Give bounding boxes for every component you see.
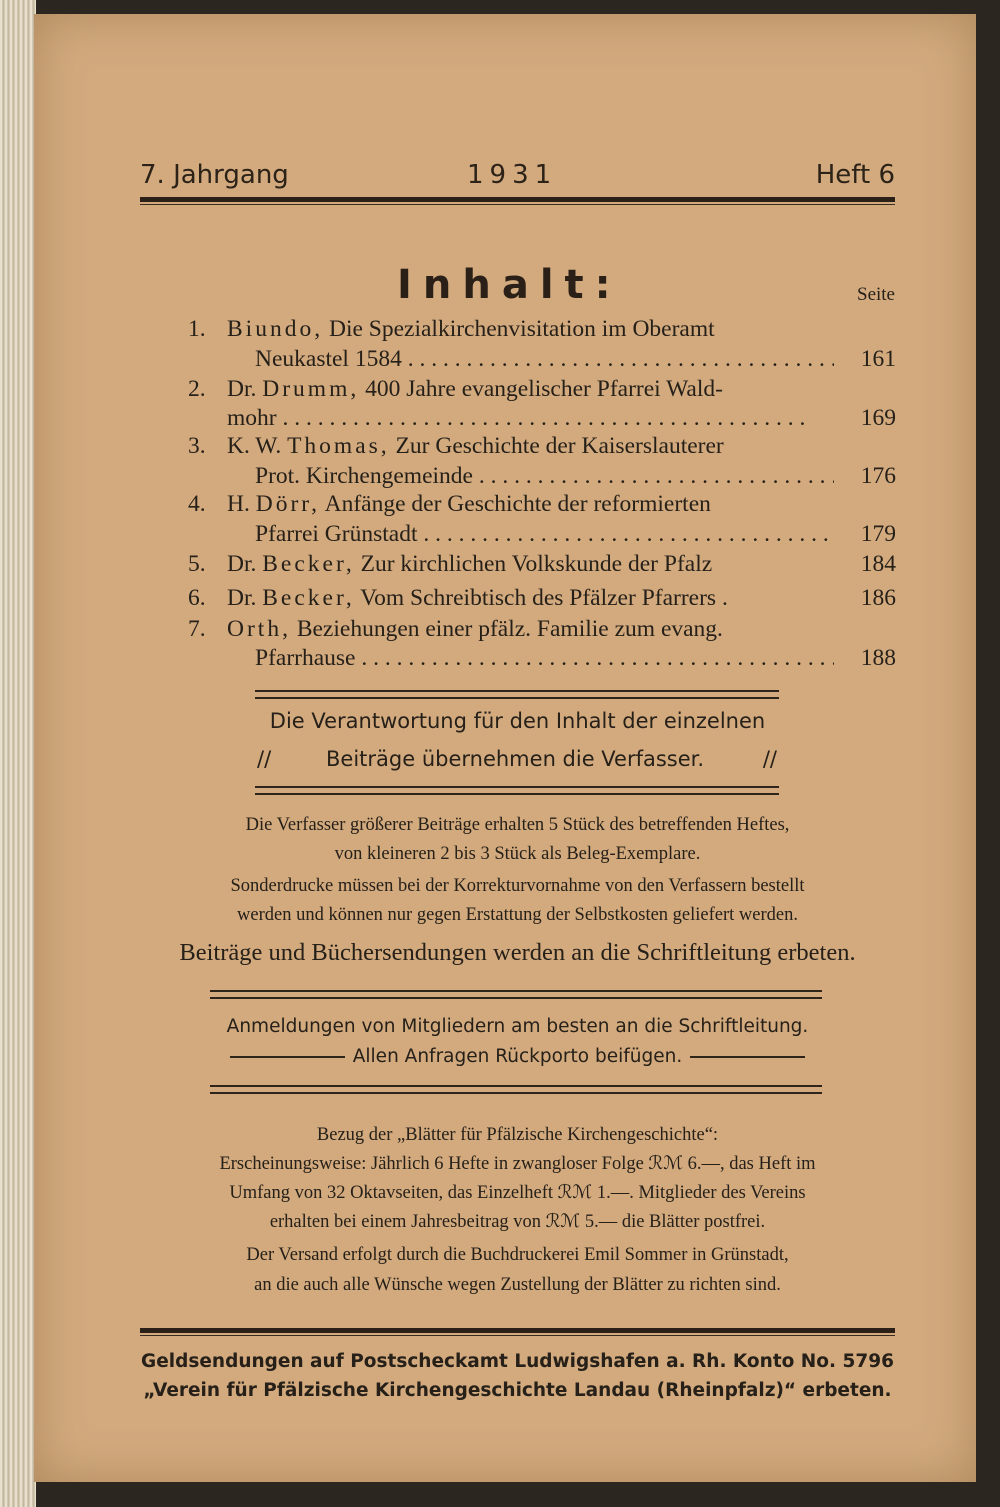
- toc-author: Becker,: [262, 585, 355, 611]
- toc-author: Becker,: [262, 551, 355, 577]
- footer-rule: [140, 1328, 895, 1333]
- toc-entry-5: 5. Dr. Becker, Zur kirchlichen Volkskunde der Pfalz 184: [188, 551, 896, 577]
- book-edge: [0, 0, 36, 1507]
- toc-entry-3: 3. K. W. Thomas, Zur Geschichte der Kaiserslauterer: [188, 433, 724, 459]
- slash-mark: //: [257, 747, 272, 771]
- toc-page-number: 184: [860, 551, 896, 577]
- author-copies-line-1: Die Verfasser größerer Beiträge erhalten 5 Stück des betreffenden Heftes,: [245, 815, 790, 835]
- toc-entry-7-cont: Pfarrhause . . . 188: [188, 643, 896, 673]
- subscription-line-3: Umfang von 32 Oktavseiten, das Einzelheft ℛℳ 1.—. Mitglieder des Vereins: [229, 1183, 806, 1203]
- double-rule: [255, 690, 779, 699]
- page-header: [140, 160, 895, 194]
- submissions-line: Beiträge und Büchersendungen werden an die Schriftleitung erbeten.: [179, 939, 856, 966]
- toc-page-number: 169: [860, 405, 896, 431]
- page-column-label: Seite: [857, 284, 895, 305]
- issue-label: Heft 6: [815, 160, 895, 190]
- toc-author: Orth,: [227, 616, 291, 642]
- year-label: 1931: [467, 160, 558, 190]
- postage-line: Allen Anfragen Rückporto beifügen.: [140, 1046, 895, 1067]
- payment-line-2: „Verein für Pfälzische Kirchengeschichte Landau (Rheinpfalz)“ erbeten.: [143, 1380, 892, 1401]
- toc-page-number: 179: [860, 521, 896, 547]
- double-rule: [210, 990, 822, 999]
- payment-line-1: Geldsendungen auf Postscheckamt Ludwigshafen a. Rh. Konto No. 5796: [141, 1351, 894, 1372]
- slash-mark: //: [762, 747, 777, 771]
- offprint-line-1: Sonderdrucke müssen bei der Korrekturvornahme von den Verfassern bestellt: [230, 876, 805, 896]
- toc-entry-2-cont: mohr . . . 169: [188, 403, 896, 433]
- volume-label: 7. Jahrgang: [140, 160, 289, 190]
- dash-rule: [690, 1056, 805, 1058]
- toc-entry-3-cont: Prot. Kirchengemeinde . . . 176: [188, 461, 896, 491]
- toc-entry-6: 6. Dr. Becker, Vom Schreibtisch des Pfälzer Pfarrers . 186: [188, 585, 896, 611]
- toc-page-number: 186: [860, 585, 896, 611]
- subscription-line-1: Bezug der „Blätter für Pfälzische Kirchengeschichte“:: [316, 1125, 719, 1145]
- toc-author: Drumm,: [262, 376, 360, 402]
- toc-author: Thomas,: [287, 433, 390, 459]
- double-rule: [255, 786, 779, 795]
- toc-entry-4-cont: Pfarrei Grünstadt . . . 179: [188, 519, 896, 549]
- toc-author: Biundo,: [227, 316, 324, 342]
- toc-entry-7: 7. Orth, Beziehungen einer pfälz. Familie zum evang.: [188, 616, 723, 642]
- responsibility-line-1: Die Verantwortung für den Inhalt der einzelnen: [269, 709, 766, 733]
- author-copies-line-2: von kleineren 2 bis 3 Stück als Beleg-Exemplare.: [334, 844, 701, 864]
- responsibility-line-2: // Beiträge übernehmen die Verfasser. //: [257, 747, 777, 771]
- shipping-line-1: Der Versand erfolgt durch die Buchdruckerei Emil Sommer in Grünstadt,: [246, 1245, 789, 1265]
- subscription-line-2: Erscheinungsweise: Jährlich 6 Hefte in zwangloser Folge ℛℳ 6.—, das Heft im: [219, 1154, 816, 1174]
- toc-entry-4: 4. H. Dörr, Anfänge der Geschichte der reformierten: [188, 491, 711, 517]
- toc-entry-2: 2. Dr. Drumm, 400 Jahre evangelischer Pfarrei Wald-: [188, 376, 723, 402]
- membership-line: Anmeldungen von Mitgliedern am besten an die Schriftleitung.: [226, 1016, 809, 1037]
- header-rule: [140, 197, 895, 202]
- offprint-line-2: werden und können nur gegen Erstattung der Selbstkosten geliefert werden.: [237, 905, 798, 925]
- toc-entry-1-cont: Neukastel 1584 . . . 161: [188, 344, 896, 374]
- toc-entry-1: 1. Biundo, Die Spezialkirchenvisitation im Oberamt: [188, 316, 715, 342]
- toc-page-number: 176: [860, 463, 896, 489]
- shipping-line-2: an die auch alle Wünsche wegen Zustellung der Blätter zu richten sind.: [254, 1275, 781, 1295]
- toc-author: Dörr,: [255, 491, 321, 517]
- toc-page-number: 161: [860, 346, 896, 372]
- subscription-line-4: erhalten bei einem Jahresbeitrag von ℛℳ 5.— die Blätter postfrei.: [269, 1212, 766, 1232]
- dash-rule: [230, 1056, 345, 1058]
- toc-page-number: 188: [860, 645, 896, 671]
- contents-title: Inhalt:: [397, 262, 622, 308]
- double-rule: [210, 1085, 822, 1094]
